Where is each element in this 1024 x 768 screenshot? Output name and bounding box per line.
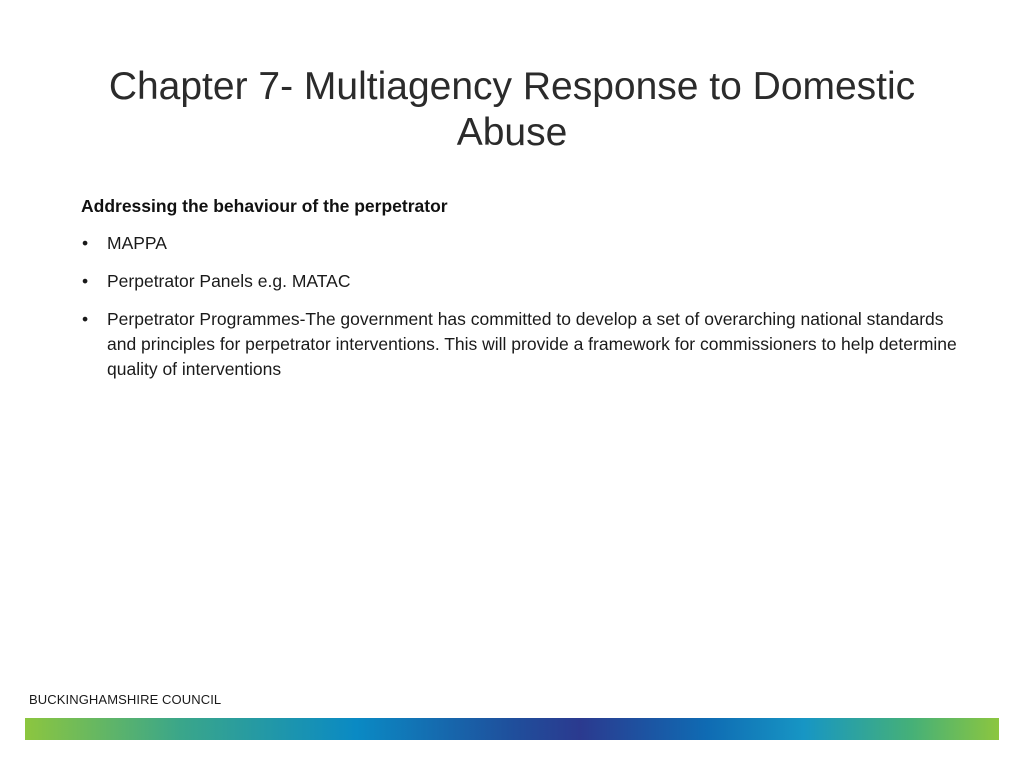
section-subheading: Addressing the behaviour of the perpetrator [81,196,448,216]
bullet-item-perpetrator-programmes [81,307,961,382]
bullet-dot-icon: • [82,309,89,329]
slide-content [81,195,961,395]
bullet-dot-icon: • [82,271,89,291]
bullet-list [81,231,961,382]
bullet-text: Perpetrator Programmes-The government has committed to develop a set of overarching national standards and principles for perpetrator interventions. This will provide a framework for commissioners to help determine quality of interventions [107,309,957,379]
bullet-text: MAPPA [107,233,167,253]
footer-organisation-name: BUCKINGHAMSHIRE COUNCIL [29,692,222,707]
bullet-item-perpetrator-panels [81,269,961,294]
slide-title: Chapter 7- Multiagency Response to Domestic Abuse [108,65,916,154]
bullet-dot-icon: • [82,233,89,253]
footer-gradient-bar [25,718,999,740]
bullet-text: Perpetrator Panels e.g. MATAC [107,271,351,291]
bullet-item-mappa [81,231,961,256]
